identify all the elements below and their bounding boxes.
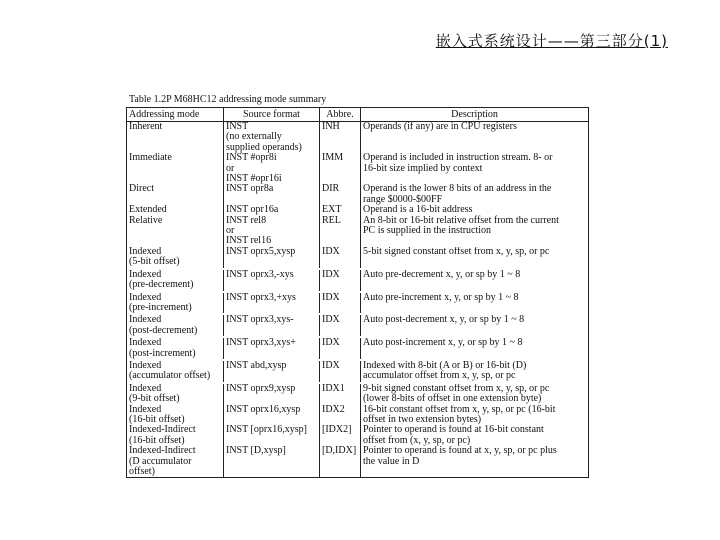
- table-row: [127, 293, 588, 316]
- cell-abbreviation: INH: [320, 122, 361, 153]
- table-row: [127, 361, 588, 384]
- cell-description: Indexed with 8-bit (A or B) or 16-bit (D) accumulator offset from x, y, sp, or pc: [363, 360, 527, 382]
- table-body: [127, 122, 588, 477]
- cell-addressing-mode: Indexed (post-increment): [127, 338, 224, 359]
- cell-source-format: INST [oprx16,xysp]: [224, 425, 320, 446]
- cell-addressing-mode: Immediate: [127, 153, 224, 184]
- cell-source-format: INST opr16a INST rel8 or INST rel16: [224, 205, 320, 247]
- cell-addressing-mode: Indexed (9-bit offset): [127, 384, 224, 405]
- cell-source-format: INST oprx5,xysp: [224, 247, 320, 268]
- cell-addressing-mode: Indexed (pre-increment): [127, 293, 224, 314]
- cell-source-format: INST (no externally supplied operands): [224, 122, 320, 153]
- table-caption: Table 1.2P M68HC12 addressing mode summary: [129, 94, 327, 105]
- cell-addressing-mode: Indexed-Indirect (16-bit offset): [127, 425, 224, 446]
- cell-abbreviation: [D,IDX]: [320, 446, 361, 477]
- table-row: [127, 205, 588, 247]
- cell-abbreviation: IDX: [320, 270, 361, 291]
- cell-source-format: INST #opr8i or INST #opr16i: [224, 153, 320, 184]
- cell-description: Pointer to operand is found at 16-bit constant offset from (x, y, sp, or pc): [363, 425, 544, 446]
- table-row: [127, 425, 588, 446]
- table-row: [127, 405, 588, 426]
- cell-abbreviation: IDX: [320, 247, 361, 268]
- table-row: [127, 122, 588, 153]
- cell-source-format: INST oprx9,xysp: [224, 384, 320, 405]
- cell-source-format: INST oprx16,xysp: [224, 405, 320, 426]
- table-header-row: [127, 108, 588, 122]
- cell-abbreviation: IDX: [320, 361, 361, 382]
- cell-abbreviation: IDX: [320, 338, 361, 359]
- cell-description: 9-bit signed constant offset from x, y, sp, or pc (lower 8-bits of offset in one extension byte): [363, 383, 550, 405]
- table-row: [127, 247, 588, 270]
- cell-description: Operand is the lower 8 bits of an address in the range $0000-$00FF: [363, 184, 552, 205]
- cell-addressing-mode: Indexed (16-bit offset): [127, 405, 224, 426]
- cell-abbreviation: IDX: [320, 315, 361, 336]
- column-header-source: Source format: [224, 108, 320, 121]
- cell-abbreviation: IDX1: [320, 384, 361, 405]
- cell-abbreviation: DIR: [320, 184, 361, 205]
- cell-addressing-mode: Indexed-Indirect (D accumulator offset): [127, 446, 224, 477]
- column-header-description: Description: [451, 109, 498, 120]
- column-header-mode: Addressing mode: [127, 108, 224, 121]
- slide-title: 嵌入式系统设计——第三部分(1): [435, 32, 668, 50]
- cell-addressing-mode: Inherent: [127, 122, 224, 153]
- table-row: [127, 338, 588, 361]
- cell-source-format: INST oprx3,-xys: [224, 270, 320, 291]
- table-row: [127, 315, 588, 338]
- cell-description: Operand is a 16-bit address An 8-bit or 16-bit relative offset from the current PC is supplied in the instruction: [363, 205, 559, 237]
- cell-abbreviation: EXT REL: [320, 205, 361, 247]
- cell-description: 5-bit signed constant offset from x, y, sp, or pc: [363, 246, 550, 257]
- cell-addressing-mode: Indexed (pre-decrement): [127, 270, 224, 291]
- cell-addressing-mode: Indexed (5-bit offset): [127, 247, 224, 268]
- cell-description: Operands (if any) are in CPU registers: [363, 122, 517, 132]
- cell-description: Auto pre-increment x, y, or sp by 1 ~ 8: [363, 292, 519, 303]
- cell-source-format: INST opr8a: [224, 184, 320, 205]
- cell-addressing-mode: Indexed (accumulator offset): [127, 361, 224, 382]
- table-row: [127, 184, 588, 205]
- table-row: [127, 384, 588, 405]
- addressing-mode-table: [126, 107, 589, 478]
- cell-addressing-mode: Indexed (post-decrement): [127, 315, 224, 336]
- cell-abbreviation: IMM: [320, 153, 361, 184]
- cell-description: Pointer to operand is found at x, y, sp, or pc plus the value in D: [363, 446, 557, 467]
- cell-description: Operand is included in instruction stream. 8- or 16-bit size implied by context: [363, 153, 553, 174]
- cell-abbreviation: IDX2: [320, 405, 361, 426]
- cell-abbreviation: [IDX2]: [320, 425, 361, 446]
- cell-source-format: INST oprx3,xys-: [224, 315, 320, 336]
- table-row: [127, 446, 588, 477]
- cell-source-format: INST oprx3,xys+: [224, 338, 320, 359]
- cell-source-format: INST oprx3,+xys: [224, 293, 320, 314]
- cell-addressing-mode: Direct: [127, 184, 224, 205]
- cell-addressing-mode: Extended Relative: [127, 205, 224, 247]
- cell-abbreviation: IDX: [320, 293, 361, 314]
- table-row: [127, 153, 588, 184]
- cell-description: Auto pre-decrement x, y, or sp by 1 ~ 8: [363, 269, 521, 280]
- cell-description: 16-bit constant offset from x, y, sp, or pc (16-bit offset in two extension bytes): [363, 404, 556, 425]
- table-row: [127, 270, 588, 293]
- cell-description: Auto post-decrement x, y, or sp by 1 ~ 8: [363, 315, 525, 326]
- cell-source-format: INST [D,xysp]: [224, 446, 320, 477]
- cell-source-format: INST abd,xysp: [224, 361, 320, 382]
- column-header-abbr: Abbre.: [320, 108, 361, 121]
- cell-description: Auto post-increment x, y, or sp by 1 ~ 8: [363, 338, 523, 349]
